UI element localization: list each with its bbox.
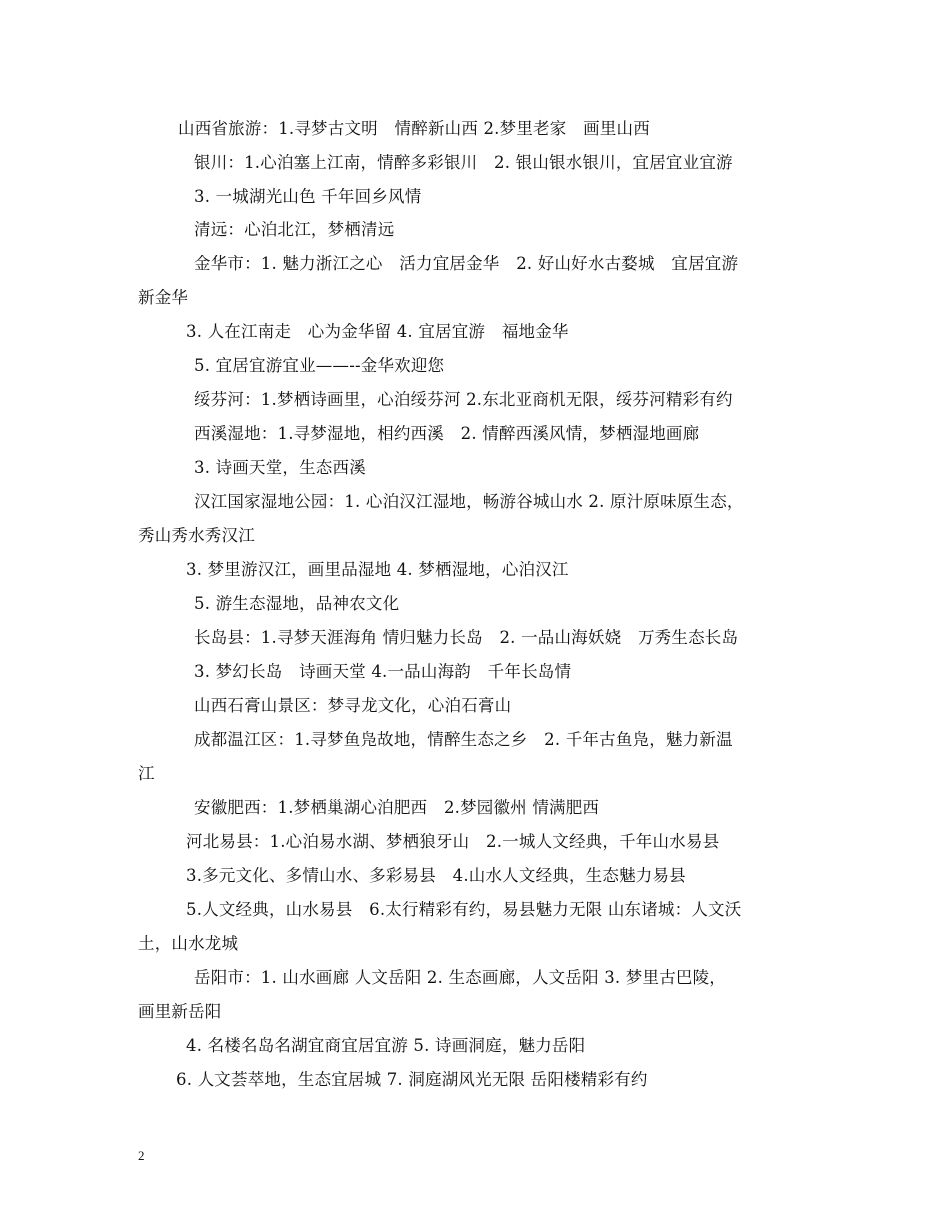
- text-line: 3. 一城湖光山色 千年回乡风情: [194, 187, 422, 206]
- text-line: 江: [138, 764, 155, 783]
- text-line: 土，山水龙城: [138, 934, 239, 953]
- text-line: 秀山秀水秀汉江: [138, 526, 255, 545]
- text-line: 银川：1.心泊塞上江南，情醉多彩银川 2. 银山银水银川，宜居宜业宜游: [194, 153, 733, 172]
- text-line: 河北易县：1.心泊易水湖、梦栖狼牙山 2.一城人文经典，千年山水易县: [186, 832, 720, 851]
- text-line: 岳阳市：1. 山水画廊 人文岳阳 2. 生态画廊，人文岳阳 3. 梦里古巴陵，: [194, 968, 726, 987]
- text-line: 4. 名楼名岛名湖宜商宜居宜游 5. 诗画洞庭，魅力岳阳: [186, 1036, 586, 1055]
- text-line: 5. 宜居宜游宜业——--金华欢迎您: [194, 356, 445, 375]
- text-line: 长岛县：1.寻梦天涯海角 情归魅力长岛 2. 一品山海妖娆 万秀生态长岛: [194, 628, 739, 647]
- text-line: 清远：心泊北江，梦栖清远: [194, 220, 395, 239]
- text-line: 5. 游生态湿地，品神农文化: [194, 594, 400, 613]
- text-line: 3.多元文化、多情山水、多彩易县 4.山水人文经典，生态魅力易县: [186, 866, 686, 885]
- text-line: 6. 人文荟萃地，生态宜居城 7. 洞庭湖风光无限 岳阳楼精彩有约: [176, 1070, 648, 1089]
- text-line: 3. 梦幻长岛 诗画天堂 4.一品山海韵 千年长岛情: [194, 662, 572, 681]
- text-line: 新金华: [138, 288, 189, 307]
- page-number: 2: [138, 1148, 145, 1163]
- text-line: 金华市：1. 魅力浙江之心 活力宜居金华 2. 好山好水古婺城 宜居宜游: [194, 254, 739, 273]
- text-line: 汉江国家湿地公园：1. 心泊汉江湿地，畅游谷城山水 2. 原汁原味原生态，: [194, 492, 744, 511]
- text-line: 安徽肥西：1.梦栖巢湖心泊肥西 2.梦园徽州 情满肥西: [194, 798, 600, 817]
- text-line: 西溪湿地：1.寻梦湿地，相约西溪 2. 情醉西溪风情，梦栖湿地画廊: [194, 424, 700, 443]
- text-line: 3. 人在江南走 心为金华留 4. 宜居宜游 福地金华: [186, 322, 569, 341]
- text-line: 山西省旅游：1.寻梦古文明 情醉新山西 2.梦里老家 画里山西: [178, 119, 650, 138]
- text-line: 绥芬河：1.梦栖诗画里，心泊绥芬河 2.东北亚商机无限，绥芬河精彩有约: [194, 390, 733, 409]
- text-line: 画里新岳阳: [138, 1002, 222, 1021]
- text-line: 3. 诗画天堂，生态西溪: [194, 458, 366, 477]
- text-line: 山西石膏山景区：梦寻龙文化，心泊石膏山: [194, 696, 512, 715]
- text-line: 成都温江区：1.寻梦鱼凫故地，情醉生态之乡 2. 千年古鱼凫，魅力新温: [194, 730, 733, 749]
- text-line: 5.人文经典，山水易县 6.太行精彩有约，易县魅力无限 山东诸城：人文沃: [186, 900, 742, 919]
- text-line: 3. 梦里游汉江，画里品湿地 4. 梦栖湿地，心泊汉江: [186, 560, 569, 579]
